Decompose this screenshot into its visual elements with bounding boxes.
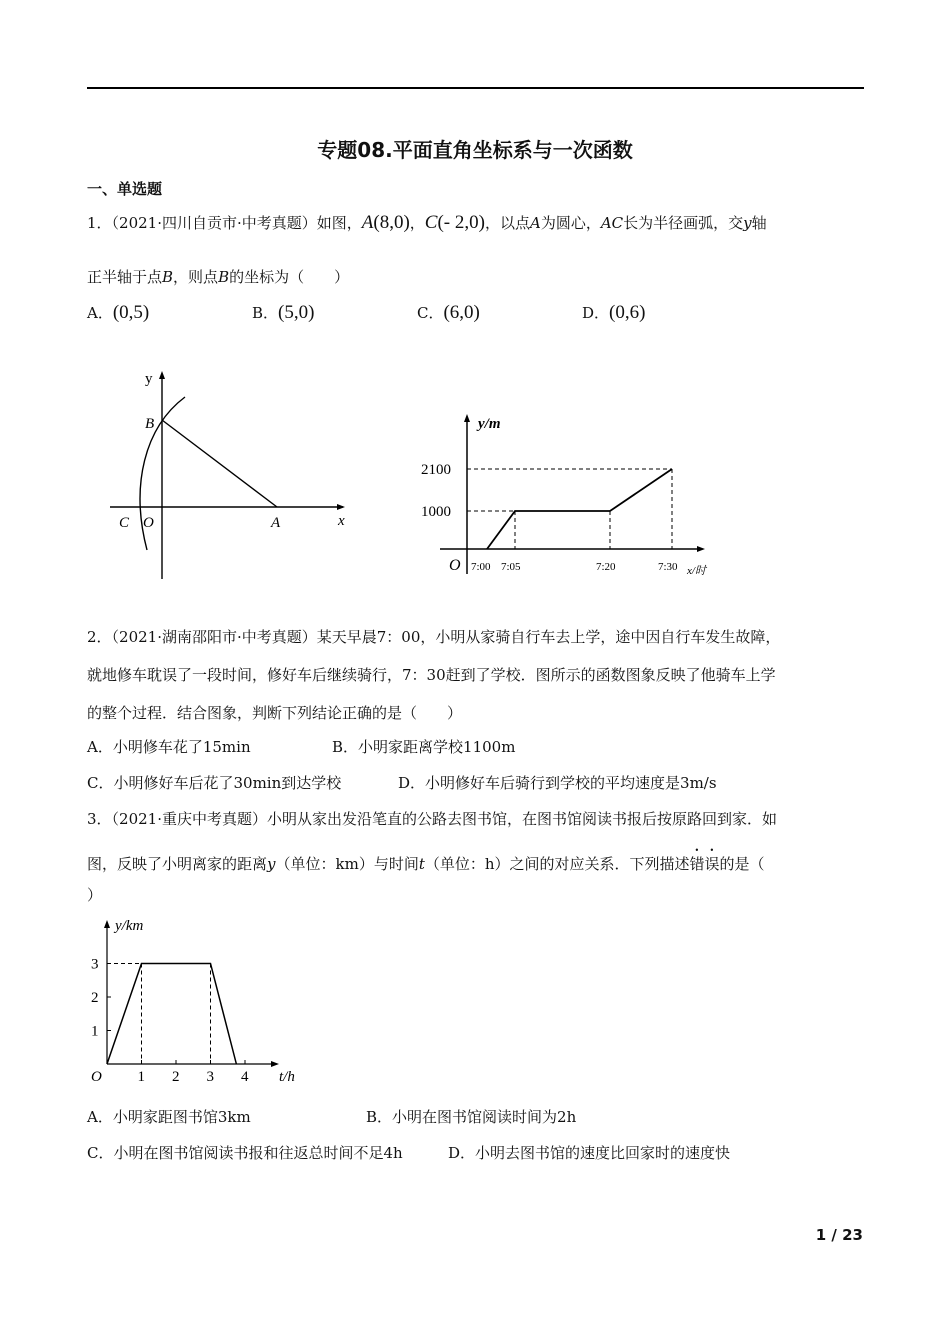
q1-option-d[interactable]: D．(0,6) [582,302,646,323]
q3-figure [85,912,310,1092]
q3-option-b[interactable]: B．小明在图书馆阅读时间为2h [366,1108,577,1126]
q2-xtick-0: 7:00 [471,561,491,573]
q3-xtick-2: 2 [172,1069,180,1085]
q3-ytick-3: 3 [91,956,99,973]
q2-y-label: y/m [478,416,501,432]
q2-x-label: x/时 [687,565,706,577]
q3-data-line [107,964,236,1065]
q3-origin-label: O [91,1069,102,1085]
q3-xtick-1: 1 [137,1069,145,1085]
q1-label-c: C [119,515,130,531]
section-heading: 一、单选题 [87,180,163,198]
q2-ytick-2100: 2100 [421,462,451,478]
q3-line1: 3．（2021·重庆中考真题）小明从家出发沿笔直的公路去图书馆，在图书馆阅读书报后按原路回到家．如 [87,810,777,828]
q2-line1: 2．（2021·湖南邵阳市·中考真题）某天早晨7：00，小明从家骑自行车去上学，途中因自行车发生故障， [87,628,781,646]
q1-label-b: B [145,416,155,432]
q2-data-line [487,469,672,549]
q1-y-arrow [159,371,165,379]
q3-option-a[interactable]: A．小明家距图书馆3km [87,1108,251,1126]
q1-label-y: y [145,371,153,387]
q1-line2: 正半轴于点B，则点B的坐标为（ ） [87,268,350,286]
q3-emphasis: 错误 [689,855,720,873]
q3-y-label: y/km [115,918,144,934]
q3-x-arrow [271,1061,279,1067]
q1-line1: 1．（2021·四川自贡市·中考真题）如图，A(8,0)，C(- 2,0)，以点A为圆心，AC长为半径画弧，交y轴 [87,212,767,233]
header-rule [87,87,864,89]
q1-label-o: O [143,515,154,531]
page-number: 1 / 23 [815,1226,863,1244]
q1-option-b[interactable]: B．(5,0) [252,302,315,323]
q1-label-a: A [271,515,281,531]
q2-xtick-3: 7:30 [658,561,678,573]
q1-option-c[interactable]: C．(6,0) [417,302,480,323]
q2-x-arrow [697,546,705,552]
q2-figure [405,402,735,587]
q2-xtick-1: 7:05 [501,561,521,573]
q1-segment-ba [162,420,277,507]
q3-ytick-1: 1 [91,1023,99,1040]
q2-option-b[interactable]: B．小明家距离学校1100m [332,738,516,756]
q2-option-c[interactable]: C．小明修好车后花了30min到达学校 [87,774,342,792]
q3-option-d[interactable]: D．小明去图书馆的速度比回家时的速度快 [448,1144,731,1162]
q2-xtick-2: 7:20 [596,561,616,573]
q2-y-arrow [464,414,470,422]
q2-origin-label: O [449,557,461,574]
q1-option-a[interactable]: A．(0,5) [87,302,150,323]
q3-option-c[interactable]: C．小明在图书馆阅读书报和往返总时间不足4h [87,1144,403,1162]
q2-option-d[interactable]: D．小明修好车后骑行到学校的平均速度是3m/s [398,774,717,792]
q3-xtick-4: 4 [241,1069,249,1085]
q3-line3: ） [87,886,103,904]
q1-figure [105,365,365,585]
q3-line2: 图，反映了小明离家的距离y（单位：km）与时间t（单位：h）之间的对应关系．下列描述错误的是（ [87,855,765,873]
q2-option-a[interactable]: A．小明修车花了15min [87,738,251,756]
q3-y-arrow [104,920,110,928]
q3-ytick-2: 2 [91,990,99,1006]
q1-x-arrow [337,504,345,510]
q3-xtick-3: 3 [206,1069,214,1085]
q1-label-x: x [338,513,345,529]
q2-line2: 就地修车耽误了一段时间，修好车后继续骑行，7：30赶到了学校．图所示的函数图象反映了他骑车上学 [87,666,776,684]
q2-ytick-1000: 1000 [421,504,451,520]
page-title: 专题08.平面直角坐标系与一次函数 [317,138,633,162]
q3-x-label: t/h [279,1069,295,1085]
q2-line3: 的整个过程．结合图象，判断下列结论正确的是（ ） [87,704,463,722]
